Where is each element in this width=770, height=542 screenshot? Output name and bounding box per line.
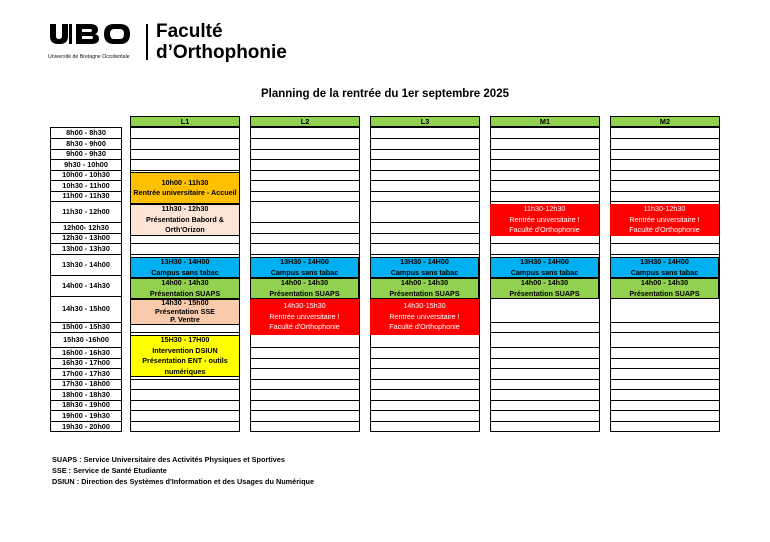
time-slot-label: 14h30 - 15h00 <box>62 304 110 313</box>
cell-divider <box>250 379 360 380</box>
event-label: Rentrée universitaire - Accueil <box>133 188 237 197</box>
cell-divider <box>490 159 600 160</box>
cell-divider <box>370 254 480 255</box>
page-title: Planning de la rentrée du 1er septembre 2025 <box>261 88 509 100</box>
cell-divider <box>370 149 480 150</box>
cell-divider <box>250 358 360 359</box>
event-time: 14h00 - 14h30 <box>161 278 209 287</box>
event-label: Campus sans tabac <box>630 267 699 277</box>
cell-divider <box>250 243 360 244</box>
event-m2-rentree <box>610 204 719 236</box>
event-time: 14h00 - 14h30 <box>400 278 449 287</box>
cell-divider <box>490 368 600 369</box>
cell-divider <box>490 379 600 380</box>
cell-divider <box>490 400 600 401</box>
cell-divider <box>250 180 360 181</box>
event-label: Présentation SUAPS <box>629 288 700 298</box>
event-label: P. Ventre <box>170 315 200 325</box>
cell-divider <box>490 421 600 422</box>
time-slot-label: 15h30 -16h00 <box>63 335 109 344</box>
cell-divider <box>490 389 600 390</box>
time-slot-label: 18h00 - 18h30 <box>62 389 110 399</box>
time-slot-label: 19h30 - 20h00 <box>62 421 110 431</box>
column-header-m2: M2 <box>610 116 720 127</box>
time-slot-label: 19h00 - 19h30 <box>62 410 110 420</box>
event-time: 14h30-15h30 <box>403 301 446 311</box>
event-time: 11h30-12h30 <box>523 204 566 214</box>
cell-divider <box>610 368 720 369</box>
cell-divider <box>610 138 720 139</box>
column-header-m1: M1 <box>490 116 600 127</box>
cell-divider <box>370 379 480 380</box>
event-label: Rentrée universitaire ! <box>269 311 340 321</box>
event-time: 13H30 - 14H00 <box>400 257 449 266</box>
cell-divider <box>250 254 360 255</box>
logo <box>48 22 318 64</box>
cell-divider <box>490 201 600 202</box>
cell-divider <box>130 243 240 244</box>
column-header-l3: L3 <box>370 116 480 127</box>
cell-divider <box>490 138 600 139</box>
event-label: Faculté d'Orthophonie <box>629 225 700 235</box>
cell-divider <box>490 254 600 255</box>
event-time: 10h00 - 11h30 <box>161 177 209 187</box>
cell-divider <box>370 389 480 390</box>
cell-divider <box>370 170 480 171</box>
event-time: 11h30 - 12h30 <box>161 204 209 214</box>
cell-divider <box>490 191 600 192</box>
cell-divider <box>130 410 240 411</box>
cell-divider <box>490 170 600 171</box>
cell-divider <box>250 400 360 401</box>
event-label: Faculté d'Orthophonie <box>269 322 340 332</box>
event-l3-rentree <box>370 299 479 335</box>
event-label: Présentation SUAPS <box>509 288 580 298</box>
time-slot-label: 9h30 - 10h00 <box>64 159 108 169</box>
event-time: 14h00 - 14h30 <box>640 278 689 287</box>
cell-divider <box>250 368 360 369</box>
cell-divider <box>250 201 360 202</box>
cell-divider <box>370 421 480 422</box>
cell-divider <box>250 149 360 150</box>
cell-divider <box>490 332 600 333</box>
cell-divider <box>250 389 360 390</box>
time-slot-label: 16h30 - 17h00 <box>62 358 110 368</box>
event-label: Intervention DSIUN <box>152 345 218 355</box>
time-slot-label: 13h30 - 14h00 <box>62 259 110 269</box>
cell-divider <box>610 159 720 160</box>
cell-divider <box>370 233 480 234</box>
event-label: Campus sans tabac <box>510 267 579 277</box>
cell-divider <box>610 421 720 422</box>
cell-divider <box>250 170 360 171</box>
cell-divider <box>130 421 240 422</box>
cell-divider <box>250 410 360 411</box>
time-slot-label: 10h00 - 10h30 <box>62 170 110 180</box>
event-m1-campus <box>490 257 599 278</box>
time-slot-label: 17h30 - 18h00 <box>62 379 110 389</box>
event-l2-rentree <box>250 299 359 335</box>
cell-divider <box>610 410 720 411</box>
cell-divider <box>370 243 480 244</box>
cell-divider <box>370 191 480 192</box>
event-l2-suaps <box>250 278 359 299</box>
cell-divider <box>370 347 480 348</box>
event-label: numériques <box>164 366 206 376</box>
time-slot-label: 17h00 - 17h30 <box>62 368 110 378</box>
cell-divider <box>370 400 480 401</box>
logo-subtitle: Université de Bretagne Occidentale <box>48 54 130 60</box>
event-m1-suaps <box>490 278 599 299</box>
cell-divider <box>250 233 360 234</box>
event-m2-suaps <box>610 278 719 299</box>
cell-divider <box>490 410 600 411</box>
cell-divider <box>610 201 720 202</box>
faculty-name-line1: Faculté <box>156 21 223 42</box>
event-l1-dsiun <box>130 335 240 377</box>
cell-divider <box>610 322 720 323</box>
event-time: 14h00 - 14h30 <box>520 278 569 287</box>
cell-divider <box>610 358 720 359</box>
event-label: Présentation Babord & <box>146 214 224 224</box>
event-time: 14h30-15h30 <box>283 301 326 311</box>
cell-divider <box>250 421 360 422</box>
cell-divider <box>370 201 480 202</box>
time-slot-label: 15h00 - 15h30 <box>62 322 110 332</box>
legend-suaps: SUAPS : Service Universitaire des Activités Physiques et Sportives <box>52 455 285 464</box>
event-l1-accueil <box>130 172 240 204</box>
cell-divider <box>610 180 720 181</box>
event-l1-babord <box>130 204 240 236</box>
cell-divider <box>610 170 720 171</box>
event-label: Rentrée universitaire ! <box>509 214 580 224</box>
time-slot-label: 11h30 - 12h00 <box>62 207 110 216</box>
time-slot-label: 18h30 - 19h00 <box>62 400 110 410</box>
logo-separator <box>146 24 148 60</box>
event-label: Rentrée universitaire ! <box>389 311 460 321</box>
event-time: 13H30 - 14H00 <box>640 257 689 266</box>
time-slot-label: 9h00 - 9h30 <box>66 149 106 159</box>
event-l3-campus <box>370 257 479 278</box>
cell-divider <box>610 243 720 244</box>
time-slot-label: 12h30 - 13h00 <box>62 233 110 243</box>
event-m1-rentree <box>490 204 599 236</box>
cell-divider <box>610 332 720 333</box>
cell-divider <box>490 322 600 323</box>
time-slot-label: 12h00- 12h30 <box>63 222 109 232</box>
cell-divider <box>610 254 720 255</box>
cell-divider <box>130 149 240 150</box>
time-slot-label: 16h00 - 16h30 <box>62 347 110 357</box>
event-label: Présentation SSE <box>155 306 215 316</box>
cell-divider <box>130 138 240 139</box>
cell-divider <box>490 347 600 348</box>
cell-divider <box>370 410 480 411</box>
cell-divider <box>130 400 240 401</box>
event-label: Faculté d'Orthophonie <box>389 322 460 332</box>
legend-sse: SSE : Service de Santé Etudiante <box>52 466 167 475</box>
cell-divider <box>250 159 360 160</box>
cell-divider <box>130 332 240 333</box>
legend-dsiun: DSIUN : Direction des Systèmes d'Information et des Usages du Numérique <box>52 477 315 486</box>
event-label: Présentation SUAPS <box>269 288 340 298</box>
column-header-l2: L2 <box>250 116 360 127</box>
event-label: Présentation ENT - outils <box>142 356 228 365</box>
event-time: 13H30 - 14H00 <box>160 257 210 266</box>
cell-divider <box>610 149 720 150</box>
cell-divider <box>370 368 480 369</box>
time-slot-label: 14h00 - 14h30 <box>62 280 110 290</box>
event-l1-campus <box>130 257 240 278</box>
cell-divider <box>490 180 600 181</box>
cell-divider <box>250 191 360 192</box>
time-slot-label: 13h00 - 13h30 <box>62 243 110 253</box>
cell-divider <box>370 159 480 160</box>
cell-divider <box>250 138 360 139</box>
event-m2-campus <box>610 257 719 278</box>
cell-divider <box>130 254 240 255</box>
event-label: Orth'Orizon <box>165 225 205 235</box>
cell-divider <box>130 379 240 380</box>
event-l3-suaps <box>370 278 479 299</box>
cell-divider <box>370 222 480 223</box>
cell-divider <box>130 170 240 171</box>
event-l2-campus <box>250 257 359 278</box>
faculty-name-line2: d’Orthophonie <box>156 42 287 63</box>
column-header-l1: L1 <box>130 116 240 127</box>
cell-divider <box>610 347 720 348</box>
cell-divider <box>490 243 600 244</box>
event-label: Faculté d'Orthophonie <box>509 225 580 235</box>
event-time: 11h30-12h30 <box>643 204 686 214</box>
cell-divider <box>370 180 480 181</box>
event-time: 13H30 - 14H00 <box>520 257 569 266</box>
cell-divider <box>610 400 720 401</box>
event-label: Campus sans tabac <box>270 267 339 277</box>
cell-divider <box>370 358 480 359</box>
cell-divider <box>250 222 360 223</box>
event-time: 13H30 - 14H00 <box>280 257 329 266</box>
event-label: Présentation SUAPS <box>149 288 221 298</box>
time-slot-label: 11h00 - 11h30 <box>62 191 110 201</box>
cell-divider <box>250 347 360 348</box>
cell-divider <box>490 149 600 150</box>
event-l1-sse <box>130 299 240 325</box>
ubo-logo-mark <box>48 22 136 46</box>
cell-divider <box>610 379 720 380</box>
time-slot-label: 8h00 - 8h30 <box>66 128 106 137</box>
time-slot-label: 10h30 - 11h00 <box>62 180 110 190</box>
event-label: Rentrée universitaire ! <box>629 214 700 224</box>
event-time: 14h30 - 15h00 <box>161 298 209 308</box>
event-time: 14h00 - 14h30 <box>280 278 329 287</box>
cell-divider <box>610 389 720 390</box>
event-label: Campus sans tabac <box>151 267 219 277</box>
event-l1-suaps <box>130 278 240 299</box>
cell-divider <box>130 389 240 390</box>
cell-divider <box>490 358 600 359</box>
cell-divider <box>610 191 720 192</box>
cell-divider <box>370 138 480 139</box>
event-time: 15H30 - 17H00 <box>160 335 210 344</box>
time-slot-label: 8h30 - 9h00 <box>66 138 106 148</box>
event-label: Présentation SUAPS <box>389 288 460 298</box>
cell-divider <box>130 159 240 160</box>
event-label: Campus sans tabac <box>390 267 459 277</box>
